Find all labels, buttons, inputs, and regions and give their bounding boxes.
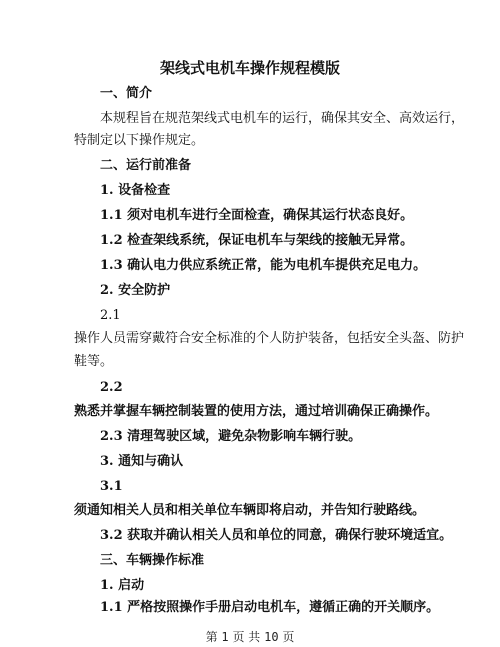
subsection-heading: 2. 安全防护	[100, 283, 171, 298]
clause-line: 熟悉并掌握车辆控制装置的使用方法，通过培训确保正确操作。	[74, 404, 439, 419]
footer-prefix: 第	[205, 630, 218, 644]
paragraph-line: 特制定以下操作规定。	[74, 133, 205, 148]
section-heading-preparation: 二、运行前准备	[100, 158, 192, 173]
document-title: 架线式电机车操作规程模版	[159, 59, 340, 77]
section-heading-intro: 一、简介	[100, 86, 153, 101]
paragraph-line: 操作人员需穿戴符合安全标准的个人防护装备，包括安全头盔、防护	[74, 331, 465, 346]
clause-line: 2.3 清理驾驶区域，避免杂物影响车辆行驶。	[100, 429, 362, 444]
clause-line: 1.3 确认电力供应系统正常，能为电机车提供充足电力。	[100, 258, 427, 273]
clause-line: 3.2 获取并确认相关人员和单位的同意，确保行驶环境适宜。	[100, 528, 453, 543]
paragraph-line: 本规程旨在规范架线式电机车的运行，确保其安全、高效运行，	[100, 111, 465, 126]
subsection-heading: 1. 启动	[100, 578, 145, 593]
footer-total-pages: 10	[264, 630, 279, 644]
subsection-heading: 1. 设备检查	[100, 183, 171, 198]
clause-line: 1.1 严格按照操作手册启动电机车，遵循正确的开关顺序。	[100, 600, 440, 615]
clause-number: 2.1	[100, 308, 121, 323]
clause-line: 1.1 须对电机车进行全面检查，确保其运行状态良好。	[100, 208, 414, 223]
clause-number: 2.2	[100, 380, 123, 395]
clause-line: 1.2 检查架线系统，保证电机车与架线的接触无异常。	[100, 233, 414, 248]
subsection-heading: 3. 通知与确认	[100, 454, 184, 469]
section-heading-operation: 三、车辆操作标准	[100, 553, 205, 568]
clause-number: 3.1	[100, 479, 123, 494]
footer-current-page: 1	[221, 630, 229, 644]
page-footer	[0, 628, 500, 645]
clause-line: 须通知相关人员和相关单位车辆即将启动，并告知行驶路线。	[74, 503, 426, 518]
footer-suffix: 页	[282, 630, 295, 644]
paragraph-line: 鞋等。	[74, 354, 114, 369]
footer-middle: 页 共	[232, 630, 261, 644]
